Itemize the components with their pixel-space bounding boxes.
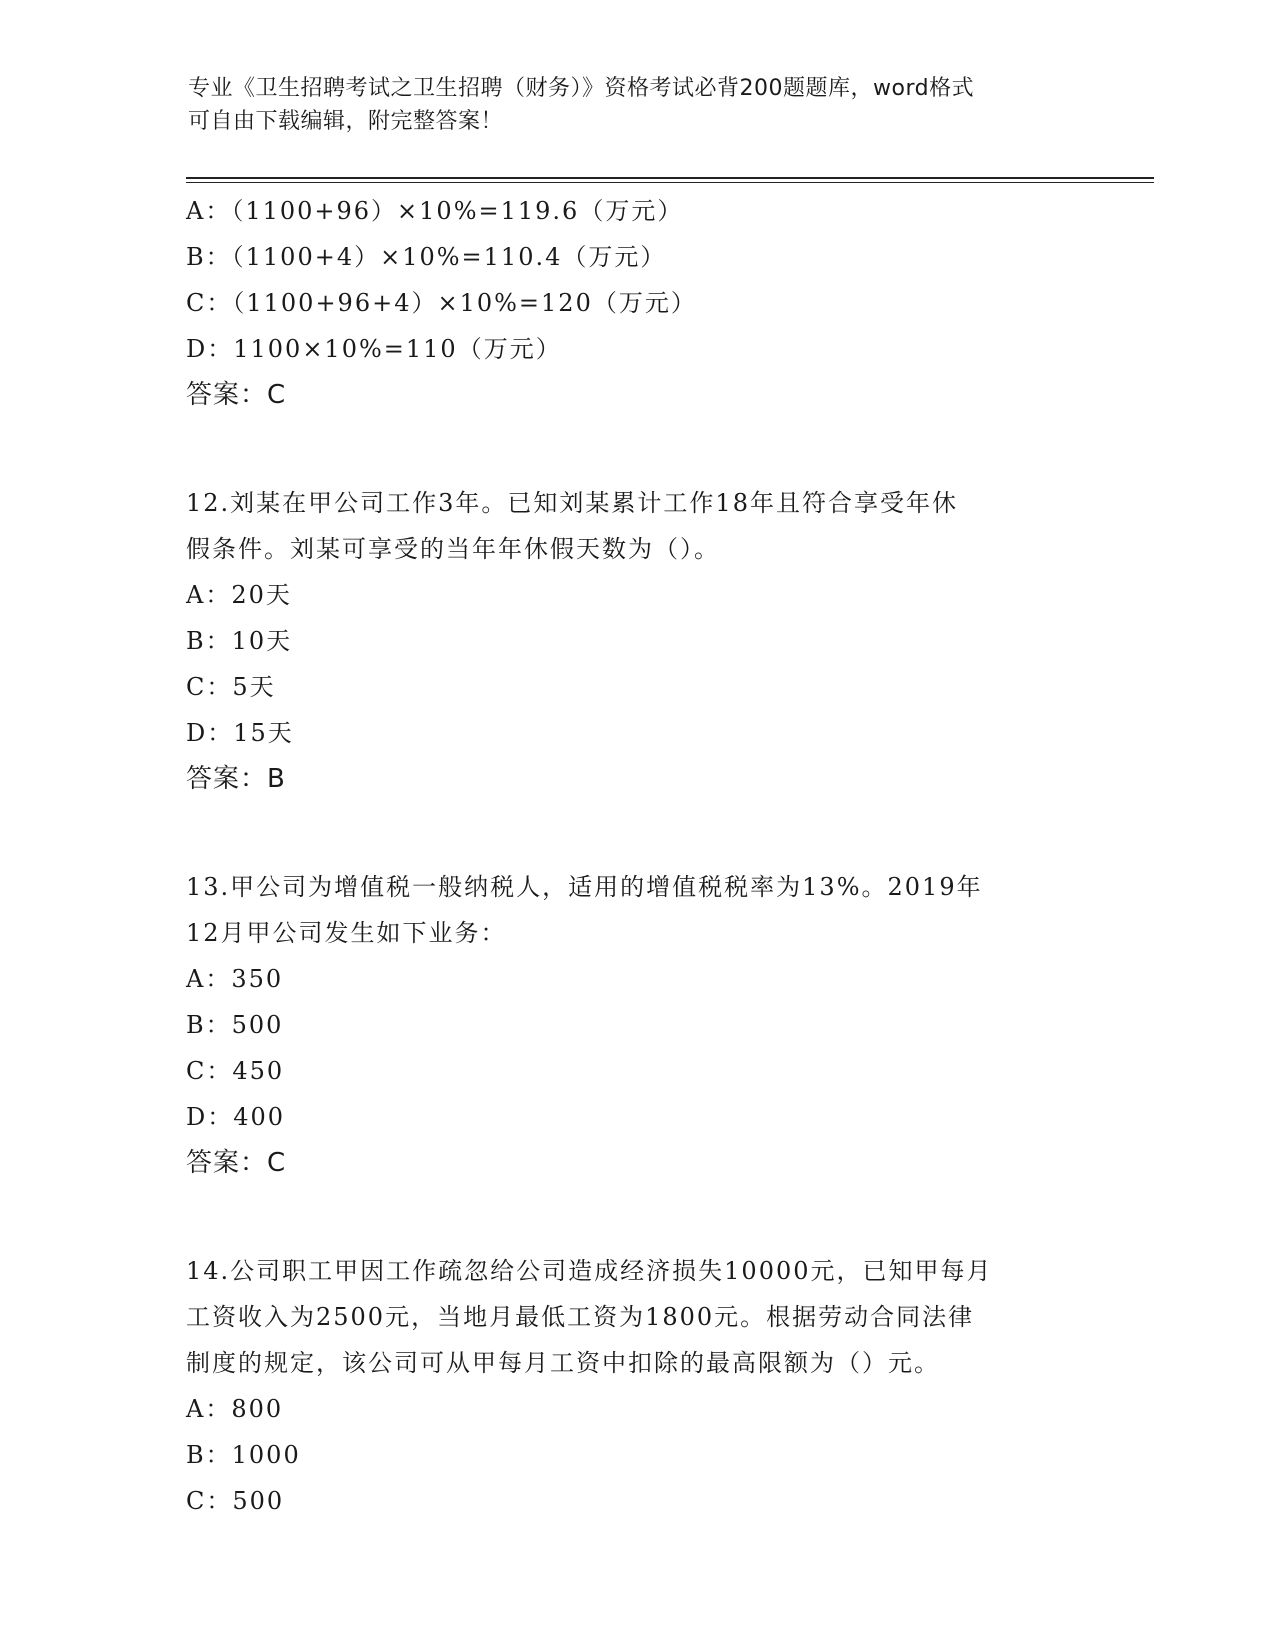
answer: 答案：C xyxy=(186,380,287,410)
option-b: B：500 xyxy=(186,1011,284,1039)
option-b: B：1000 xyxy=(186,1441,301,1469)
option-a: A：800 xyxy=(186,1395,284,1423)
option-d: D：400 xyxy=(186,1103,286,1131)
question-text-line: 14.公司职工甲因工作疏忽给公司造成经济损失10000元，已知甲每月 xyxy=(186,1257,993,1285)
option-c: C：（1100+96+4）×10%=120（万元） xyxy=(186,289,697,317)
option-d: D：15天 xyxy=(186,719,294,747)
question-text-line: 工资收入为2500元，当地月最低工资为1800元。根据劳动合同法律 xyxy=(186,1303,975,1331)
option-a: A：20天 xyxy=(186,581,292,609)
question-12 xyxy=(186,480,1086,802)
option-d: D：1100×10%=110（万元） xyxy=(186,335,562,363)
question-text-line: 制度的规定，该公司可从甲每月工资中扣除的最高限额为（）元。 xyxy=(186,1349,940,1377)
header-line-2: 可自由下载编辑，附完整答案！ xyxy=(188,109,504,134)
question-text-line: 12.刘某在甲公司工作3年。已知刘某累计工作18年且符合享受年休 xyxy=(186,489,958,517)
question-text-line: 假条件。刘某可享受的当年年休假天数为（）。 xyxy=(186,535,720,563)
header-rule-thin xyxy=(186,182,1154,183)
option-c: C：5天 xyxy=(186,673,276,701)
question-text-line: 13.甲公司为增值税一般纳税人，适用的增值税税率为13%。2019年 xyxy=(186,873,983,901)
header-line-1: 专业《卫生招聘考试之卫生招聘（财务）》资格考试必背200题题库，word格式 xyxy=(188,76,975,101)
answer: 答案：C xyxy=(186,1148,287,1178)
option-b: B：（1100+4）×10%=110.4（万元） xyxy=(186,243,667,271)
option-c: C：450 xyxy=(186,1057,285,1085)
question-11 xyxy=(186,188,1086,418)
header-rule-thick xyxy=(186,177,1154,179)
question-text-line: 12月甲公司发生如下业务： xyxy=(186,919,507,947)
option-b: B：10天 xyxy=(186,627,293,655)
option-a: A：350 xyxy=(186,965,284,993)
option-c: C：500 xyxy=(186,1487,285,1515)
question-list xyxy=(186,188,1086,1524)
question-14 xyxy=(186,1248,1086,1524)
document-header xyxy=(188,72,1068,138)
question-13 xyxy=(186,864,1086,1186)
answer: 答案：B xyxy=(186,764,286,794)
option-a: A：（1100+96）×10%=119.6（万元） xyxy=(186,197,684,225)
